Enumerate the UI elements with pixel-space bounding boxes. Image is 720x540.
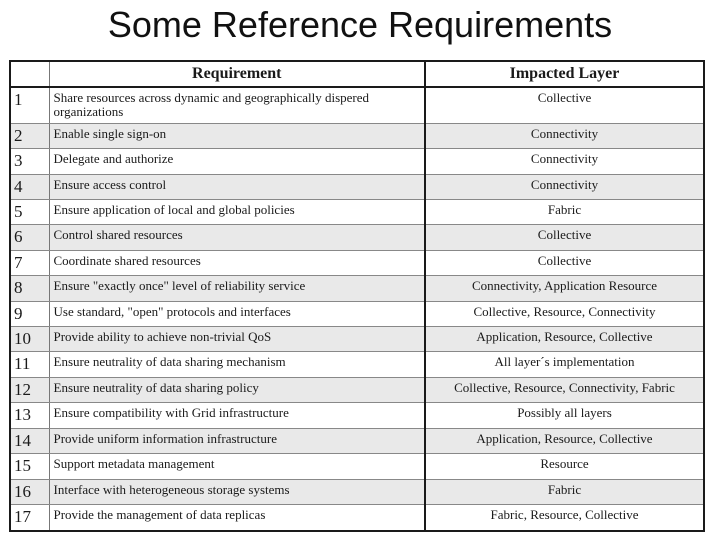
requirement-cell: Ensure "exactly once" level of reliability service: [49, 276, 425, 301]
table-row: [11, 428, 703, 453]
impacted-layer-cell: Connectivity: [425, 149, 703, 174]
row-number: 16: [11, 479, 49, 504]
slide-title: Some Reference Requirements: [107, 4, 613, 45]
table-body: [11, 87, 703, 530]
row-number: 11: [11, 352, 49, 377]
row-number: 4: [11, 174, 49, 199]
row-number: 9: [11, 301, 49, 326]
impacted-layer-cell: All layer´s implementation: [425, 352, 703, 377]
column-header-number: [11, 62, 49, 87]
requirements-table-grid: [11, 62, 703, 530]
impacted-layer-cell: Collective: [425, 87, 703, 123]
row-number: 17: [11, 505, 49, 531]
table-row: [11, 327, 703, 352]
table-row: [11, 250, 703, 275]
table-header-row: [11, 62, 703, 87]
requirements-table: [9, 60, 705, 532]
impacted-layer-cell: Connectivity: [425, 123, 703, 148]
row-number: 3: [11, 149, 49, 174]
table-row: [11, 301, 703, 326]
requirement-cell: Ensure compatibility with Grid infrastructure: [49, 403, 425, 428]
requirement-cell: Ensure neutrality of data sharing mechanism: [49, 352, 425, 377]
table-row: [11, 352, 703, 377]
requirement-cell: Ensure neutrality of data sharing policy: [49, 377, 425, 402]
impacted-layer-cell: Collective, Resource, Connectivity: [425, 301, 703, 326]
table-row: [11, 276, 703, 301]
requirement-cell: Enable single sign-on: [49, 123, 425, 148]
table-row: [11, 199, 703, 224]
table-row: [11, 123, 703, 148]
row-number: 7: [11, 250, 49, 275]
requirement-cell: Ensure application of local and global policies: [49, 199, 425, 224]
requirement-cell: Coordinate shared resources: [49, 250, 425, 275]
impacted-layer-cell: Collective: [425, 225, 703, 250]
requirement-cell: Delegate and authorize: [49, 149, 425, 174]
impacted-layer-cell: Fabric: [425, 199, 703, 224]
table-row: [11, 505, 703, 531]
row-number: 14: [11, 428, 49, 453]
table-row: [11, 174, 703, 199]
row-number: 10: [11, 327, 49, 352]
table-row: [11, 377, 703, 402]
row-number: 6: [11, 225, 49, 250]
row-number: 12: [11, 377, 49, 402]
requirement-cell: Ensure access control: [49, 174, 425, 199]
table-row: [11, 479, 703, 504]
impacted-layer-cell: Connectivity, Application Resource: [425, 276, 703, 301]
impacted-layer-cell: Connectivity: [425, 174, 703, 199]
row-number: 13: [11, 403, 49, 428]
requirement-cell: Provide ability to achieve non-trivial QoS: [49, 327, 425, 352]
impacted-layer-cell: Application, Resource, Collective: [425, 428, 703, 453]
impacted-layer-cell: Possibly all layers: [425, 403, 703, 428]
row-number: 15: [11, 454, 49, 479]
impacted-layer-cell: Fabric: [425, 479, 703, 504]
column-header-impacted-layer: Impacted Layer: [425, 62, 703, 87]
impacted-layer-cell: Collective: [425, 250, 703, 275]
impacted-layer-cell: Collective, Resource, Connectivity, Fabric: [425, 377, 703, 402]
row-number: 2: [11, 123, 49, 148]
column-header-requirement: Requirement: [49, 62, 425, 87]
row-number: 1: [11, 87, 49, 123]
table-row: [11, 149, 703, 174]
impacted-layer-cell: Resource: [425, 454, 703, 479]
table-row: [11, 87, 703, 123]
requirement-cell: Use standard, "open" protocols and interfaces: [49, 301, 425, 326]
impacted-layer-cell: Application, Resource, Collective: [425, 327, 703, 352]
impacted-layer-cell: Fabric, Resource, Collective: [425, 505, 703, 531]
requirement-cell: Share resources across dynamic and geographically dispered organizations: [49, 87, 425, 123]
row-number: 5: [11, 199, 49, 224]
table-row: [11, 225, 703, 250]
requirement-cell: Provide uniform information infrastructure: [49, 428, 425, 453]
requirement-cell: Interface with heterogeneous storage systems: [49, 479, 425, 504]
row-number: 8: [11, 276, 49, 301]
requirement-cell: Provide the management of data replicas: [49, 505, 425, 531]
requirement-cell: Support metadata management: [49, 454, 425, 479]
table-row: [11, 403, 703, 428]
table-row: [11, 454, 703, 479]
requirement-cell: Control shared resources: [49, 225, 425, 250]
